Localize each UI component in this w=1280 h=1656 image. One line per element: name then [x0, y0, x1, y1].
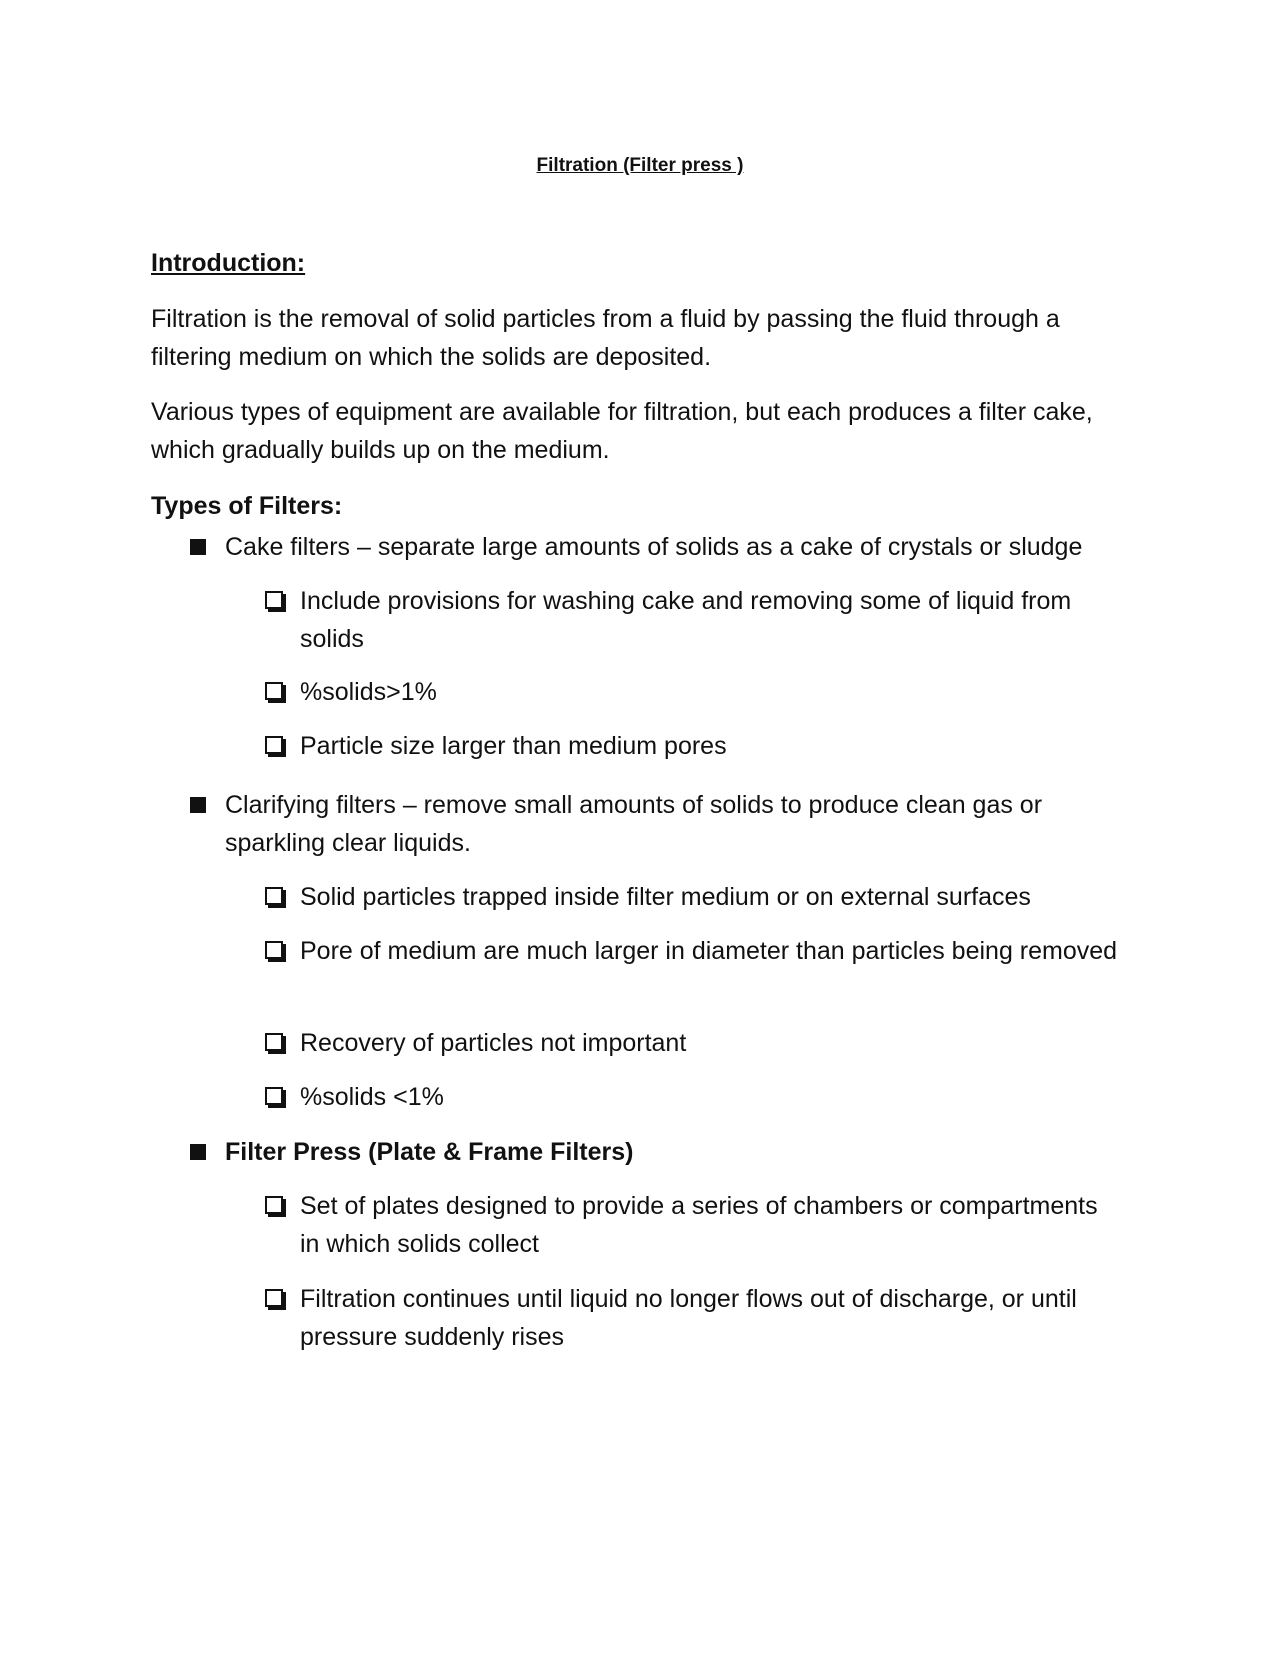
- filled-square-bullet-icon: [190, 539, 206, 555]
- box-bullet-icon: [265, 887, 283, 905]
- list-item-subpoint: [300, 1024, 1120, 1062]
- subpoint-text: Recovery of particles not important: [300, 1029, 687, 1057]
- list-item-subpoint: [300, 878, 1120, 916]
- list-item-subpoint: [300, 673, 1120, 711]
- introduction-heading: Introduction:: [151, 249, 306, 277]
- filter-press-label: Filter Press (Plate & Frame Filters): [225, 1138, 634, 1166]
- list-item-subpoint: [300, 1280, 1120, 1356]
- box-bullet-icon: [265, 1196, 283, 1214]
- filled-square-bullet-icon: [190, 1144, 206, 1160]
- box-bullet-icon: [265, 591, 283, 609]
- box-bullet-icon: [265, 1087, 283, 1105]
- box-bullet-icon: [265, 1033, 283, 1051]
- list-item-subpoint: [300, 1078, 1120, 1116]
- subpoint-text: Set of plates designed to provide a series of chambers or compartments in which solids collect: [300, 1192, 1098, 1258]
- list-item-subpoint: [300, 727, 1120, 765]
- box-bullet-icon: [265, 941, 283, 959]
- intro-paragraph-2: Various types of equipment are available for filtration, but each produces a filter cake, which gradually builds up on the medium.: [151, 398, 1093, 464]
- subpoint-text: %solids <1%: [300, 1083, 444, 1111]
- list-item-subpoint: [300, 932, 1120, 970]
- list-item-subpoint: [300, 582, 1120, 658]
- subpoint-text: Filtration continues until liquid no longer flows out of discharge, or until pressure suddenly rises: [300, 1285, 1077, 1351]
- cake-filters-label: Cake filters – separate large amounts of solids as a cake of crystals or sludge: [225, 533, 1083, 561]
- document-title: Filtration (Filter press ): [536, 155, 744, 176]
- clarifying-filters-label: Clarifying filters – remove small amounts of solids to produce clean gas or sparkling clear liquids.: [225, 791, 1043, 857]
- box-bullet-icon: [265, 682, 283, 700]
- types-of-filters-heading: Types of Filters:: [151, 492, 343, 520]
- list-item-clarifying-filters: [225, 786, 1145, 862]
- subpoint-text: Solid particles trapped inside filter medium or on external surfaces: [300, 883, 1031, 911]
- subpoint-text: Particle size larger than medium pores: [300, 732, 727, 760]
- list-item-subpoint: [300, 1187, 1120, 1263]
- list-item-cake-filters: [225, 528, 1145, 566]
- intro-paragraph-1: Filtration is the removal of solid particles from a fluid by passing the fluid through a filtering medium on which the solids are deposited.: [151, 305, 1060, 371]
- box-bullet-icon: [265, 736, 283, 754]
- box-bullet-icon: [265, 1289, 283, 1307]
- subpoint-text: %solids>1%: [300, 678, 437, 706]
- filled-square-bullet-icon: [190, 797, 206, 813]
- subpoint-text: Include provisions for washing cake and removing some of liquid from solids: [300, 587, 1072, 653]
- subpoint-text: Pore of medium are much larger in diameter than particles being removed: [300, 937, 1118, 965]
- list-item-filter-press: [225, 1133, 1145, 1171]
